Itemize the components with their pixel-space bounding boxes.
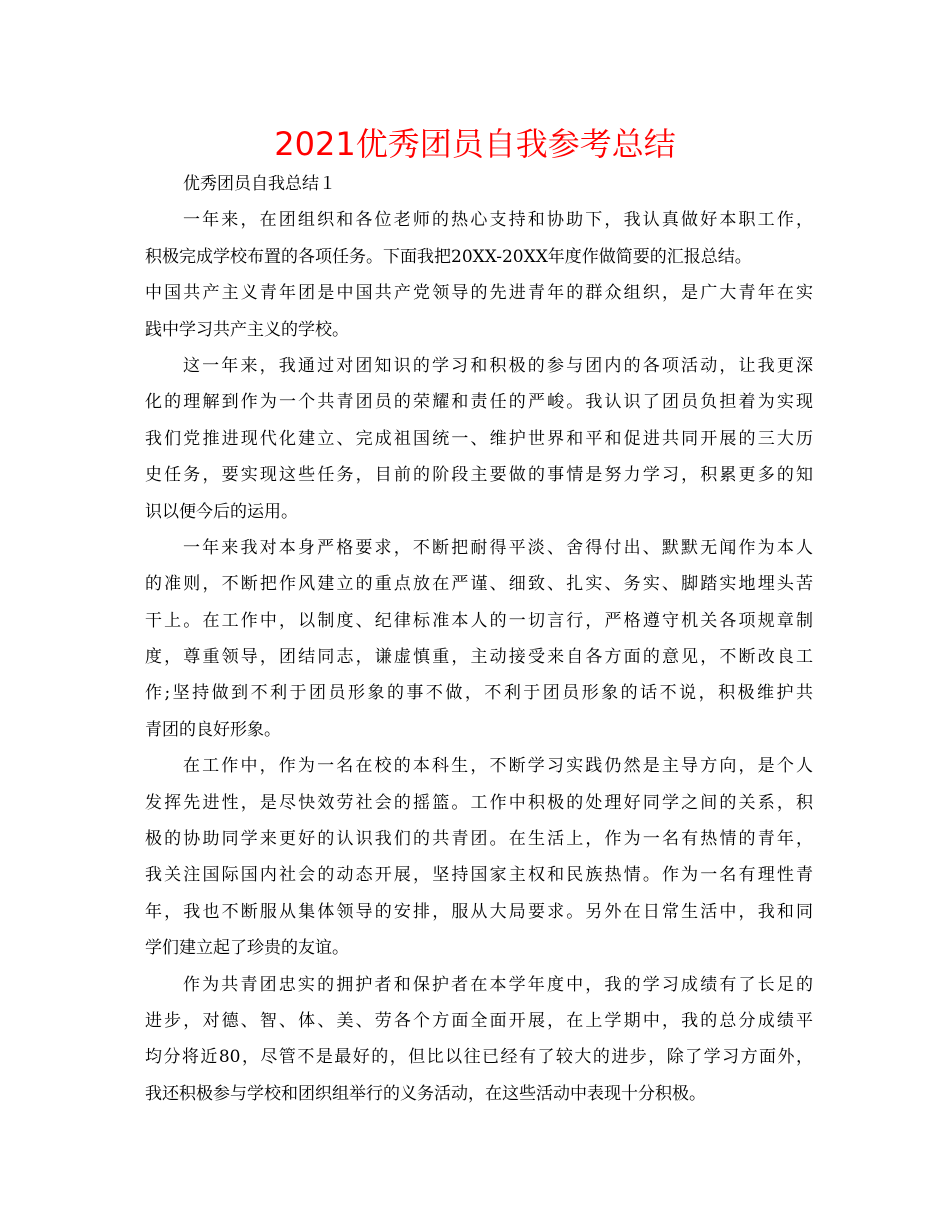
body-line: 干上。在工作中，以制度、纪律标准本人的一切言行，严格遵守机关各项规章制 — [145, 610, 813, 631]
document-body — [145, 166, 813, 1112]
body-line: 这一年来，我通过对团知识的学习和积极的参与团内的各项活动，让我更深 — [183, 355, 813, 376]
body-line: 识以便今后的运用。 — [145, 501, 298, 522]
body-line: 度，尊重领导，团结同志，谦虚慎重，主动接受来自各方面的意见，不断改良工 — [145, 647, 813, 668]
body-line: 优秀团员自我总结１ — [183, 174, 336, 194]
body-line: 学们建立起了珍贵的友谊。 — [145, 938, 349, 959]
body-line: 践中学习共产主义的学校。 — [145, 319, 349, 340]
body-line: 中国共产主义青年团是中国共产党领导的先进青年的群众组织，是广大青年在实 — [145, 283, 813, 304]
body-line: 史任务，要实现这些任务，目前的阶段主要做的事情是努力学习，积累更多的知 — [145, 465, 813, 486]
body-line: 我们党推进现代化建立、完成祖国统一、维护世界和平和促进共同开展的三大历 — [145, 428, 813, 449]
body-line: 极的协助同学来更好的认识我们的共青团。在生活上，作为一名有热情的青年， — [145, 829, 813, 850]
body-line: 一年来我对本身严格要求，不断把耐得平淡、舍得付出、默默无闻作为本人 — [183, 537, 813, 558]
body-line: 积极完成学校布置的各项任务。下面我把20XX-20XX年度作做简要的汇报总结。 — [145, 246, 752, 267]
body-line: 年，我也不断服从集体领导的安排，服从大局要求。另外在日常生活中，我和同 — [145, 901, 813, 922]
body-line: 进步，对德、智、体、美、劳各个方面全面开展，在上学期中，我的总分成绩平 — [145, 1010, 813, 1031]
body-line: 我还积极参与学校和团织组举行的义务活动，在这些活动中表现十分积极。 — [145, 1083, 706, 1104]
body-line: 在工作中，作为一名在校的本科生，不断学习实践仍然是主导方向，是个人 — [183, 756, 813, 777]
body-line: 一年来，在团组织和各位老师的热心支持和协助下，我认真做好本职工作， — [183, 210, 813, 231]
body-line: 作为共青团忠实的拥护者和保护者在本学年度中，我的学习成绩有了长足的 — [183, 974, 813, 995]
body-line: 化的理解到作为一个共青团员的荣耀和责任的严峻。我认识了团员负担着为实现 — [145, 392, 813, 413]
body-line: 的准则，不断把作风建立的重点放在严谨、细致、扎实、务实、脚踏实地埋头苦 — [145, 574, 813, 595]
body-line: 我关注国际国内社会的动态开展，坚持国家主权和民族热情。作为一名有理性青 — [145, 865, 813, 886]
body-line: 发挥先进性，是尽快效劳社会的摇篮。工作中积极的处理好同学之间的关系，积 — [145, 792, 813, 813]
document-title: 2021优秀团员自我参考总结 — [274, 125, 676, 163]
body-line: 青团的良好形象。 — [145, 719, 281, 740]
body-line: 均分将近80，尽管不是最好的，但比以往已经有了较大的进步，除了学习方面外， — [145, 1047, 813, 1068]
body-line: 作;坚持做到不利于团员形象的事不做，不利于团员形象的话不说，积极维护共 — [145, 683, 813, 704]
